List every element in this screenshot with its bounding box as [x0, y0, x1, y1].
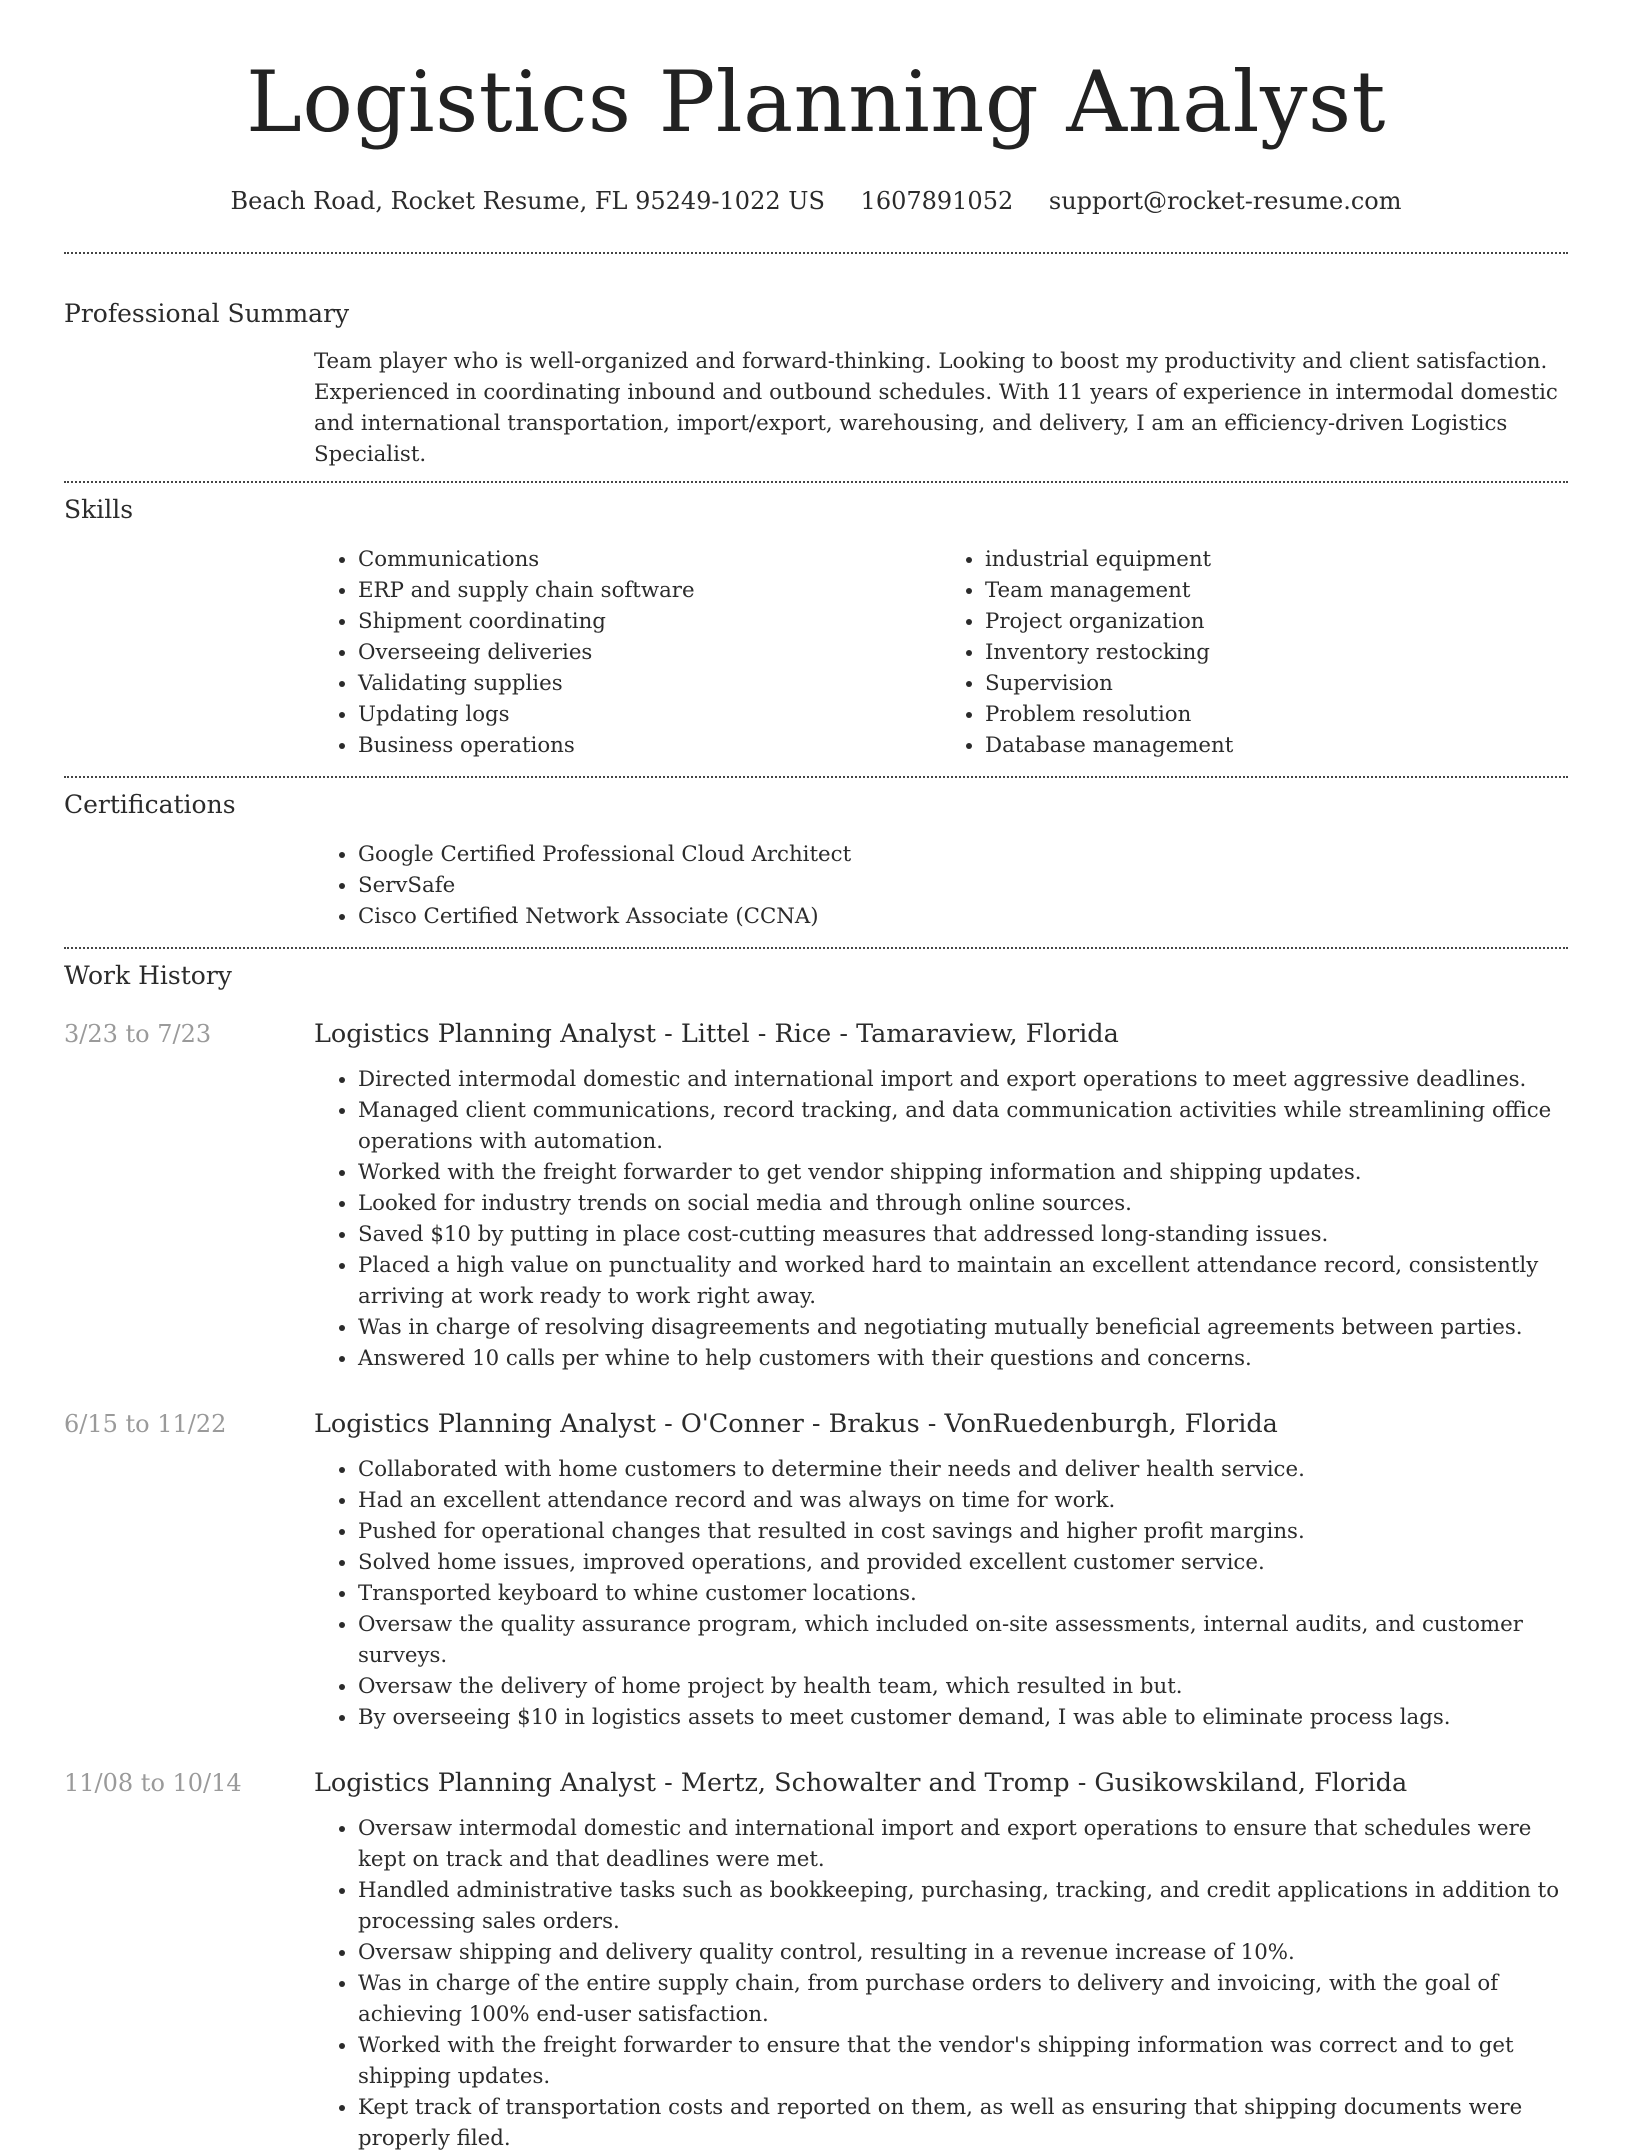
- list-item: • Database management: [985, 730, 1568, 761]
- job-title: Logistics Planning Analyst - Mertz, Schowalter and Tromp - Gusikowskiland, Florida: [314, 1768, 1408, 1798]
- job-date: 3/23 to 7/23: [64, 1020, 212, 1048]
- list-item: • industrial equipment: [985, 544, 1568, 575]
- list-item: • Business operations: [358, 730, 941, 761]
- list-item: • Shipment coordinating: [358, 606, 941, 637]
- list-item: • ServSafe: [358, 870, 1568, 901]
- list-item: • Was in charge of resolving disagreements and negotiating mutually beneficial agreements between parties.: [358, 1312, 1568, 1343]
- job-date: 11/08 to 10/14: [64, 1769, 242, 1797]
- summary-section: [64, 254, 1568, 481]
- list-item: • Solved home issues, improved operations, and provided excellent customer service.: [358, 1547, 1568, 1578]
- list-item: • Oversaw shipping and delivery quality control, resulting in a revenue increase of 10%.: [358, 1937, 1568, 1968]
- list-item: • Project organization: [985, 606, 1568, 637]
- list-item: • Looked for industry trends on social media and through online sources.: [358, 1188, 1568, 1219]
- list-item: • Had an excellent attendance record and was always on time for work.: [358, 1485, 1568, 1516]
- skills-section: [64, 483, 1568, 776]
- job-title: Logistics Planning Analyst - O'Conner - Brakus - VonRuedenburgh, Florida: [314, 1409, 1278, 1439]
- skills-list-left: [314, 544, 941, 761]
- summary-text: Team player who is well-organized and forward-thinking. Looking to boost my productivity and client satisfaction. Experienced in coordinating inbound and outbound schedules. With 11 years of experience in intermodal domestic and international transportation, import/export, warehousing, and delivery, I am an efficiency-driven Logistics Specialist.: [314, 349, 1558, 467]
- job-entry: [64, 1407, 1568, 1733]
- list-item: • Worked with the freight forwarder to get vendor shipping information and shipping updates.: [358, 1157, 1568, 1188]
- job-entry: [64, 1017, 1568, 1374]
- list-item: • Saved $10 by putting in place cost-cutting measures that addressed long-standing issues.: [358, 1219, 1568, 1250]
- job-bullets: [314, 1813, 1568, 2154]
- contact-line: [64, 184, 1568, 218]
- job-bullets: [314, 1454, 1568, 1733]
- list-item: • Inventory restocking: [985, 637, 1568, 668]
- list-item: • Supervision: [985, 668, 1568, 699]
- certifications-title: Certifications: [64, 790, 236, 819]
- list-item: • Answered 10 calls per whine to help customers with their questions and concerns.: [358, 1343, 1568, 1374]
- list-item: • Handled administrative tasks such as bookkeeping, purchasing, tracking, and credit applications in addition to processing sales orders.: [358, 1875, 1568, 1937]
- job-entry: [64, 1766, 1568, 2154]
- email: support@rocket-resume.com: [1048, 187, 1402, 215]
- list-item: • Team management: [985, 575, 1568, 606]
- list-item: • Google Certified Professional Cloud Architect: [358, 839, 1568, 870]
- list-item: • Oversaw the delivery of home project by health team, which resulted in but.: [358, 1671, 1568, 1702]
- list-item: • Updating logs: [358, 699, 941, 730]
- resume-page: [64, 0, 1568, 2154]
- list-item: • Worked with the freight forwarder to ensure that the vendor's shipping information was correct and to get shipping updates.: [358, 2030, 1568, 2092]
- job-date: 6/15 to 11/22: [64, 1410, 227, 1438]
- list-item: • Oversaw the quality assurance program, which included on-site assessments, internal audits, and customer surveys.: [358, 1609, 1568, 1671]
- job-title: Logistics Planning Analyst - Littel - Rice - Tamaraview, Florida: [314, 1019, 1119, 1049]
- list-item: • Problem resolution: [985, 699, 1568, 730]
- list-item: • Oversaw intermodal domestic and international import and export operations to ensure that schedules were kept on track and that deadlines were met.: [358, 1813, 1568, 1875]
- list-item: • Kept track of transportation costs and reported on them, as well as ensuring that shipping documents were properly filed.: [358, 2092, 1568, 2154]
- list-item: • ERP and supply chain software: [358, 575, 941, 606]
- list-item: • Validating supplies: [358, 668, 941, 699]
- work-section: [64, 949, 1568, 2154]
- list-item: • Managed client communications, record tracking, and data communication activities while streamlining office operations with automation.: [358, 1095, 1568, 1157]
- skills-list-right: [941, 544, 1568, 761]
- list-item: • Pushed for operational changes that resulted in cost savings and higher profit margins.: [358, 1516, 1568, 1547]
- certifications-section: [64, 778, 1568, 947]
- list-item: • Placed a high value on punctuality and worked hard to maintain an excellent attendance record, consistently arriving at work ready to work right away.: [358, 1250, 1568, 1312]
- list-item: • Overseeing deliveries: [358, 637, 941, 668]
- work-title: Work History: [64, 961, 232, 990]
- summary-title: Professional Summary: [64, 299, 350, 328]
- list-item: • Cisco Certified Network Associate (CCNA): [358, 901, 1568, 932]
- list-item: • Was in charge of the entire supply chain, from purchase orders to delivery and invoicing, with the goal of achieving 100% end-user satisfaction.: [358, 1968, 1568, 2030]
- list-item: • Directed intermodal domestic and international import and export operations to meet aggressive deadlines.: [358, 1064, 1568, 1095]
- address: Beach Road, Rocket Resume, FL 95249-1022 US: [230, 187, 825, 215]
- phone: 1607891052: [860, 187, 1014, 215]
- skills-title: Skills: [64, 495, 134, 524]
- candidate-name: Logistics Planning Analyst: [246, 53, 1386, 151]
- list-item: • Transported keyboard to whine customer locations.: [358, 1578, 1568, 1609]
- certifications-list: [314, 839, 1568, 932]
- job-bullets: [314, 1064, 1568, 1374]
- list-item: • By overseeing $10 in logistics assets to meet customer demand, I was able to eliminate process lags.: [358, 1702, 1568, 1733]
- list-item: • Collaborated with home customers to determine their needs and deliver health service.: [358, 1454, 1568, 1485]
- list-item: • Communications: [358, 544, 941, 575]
